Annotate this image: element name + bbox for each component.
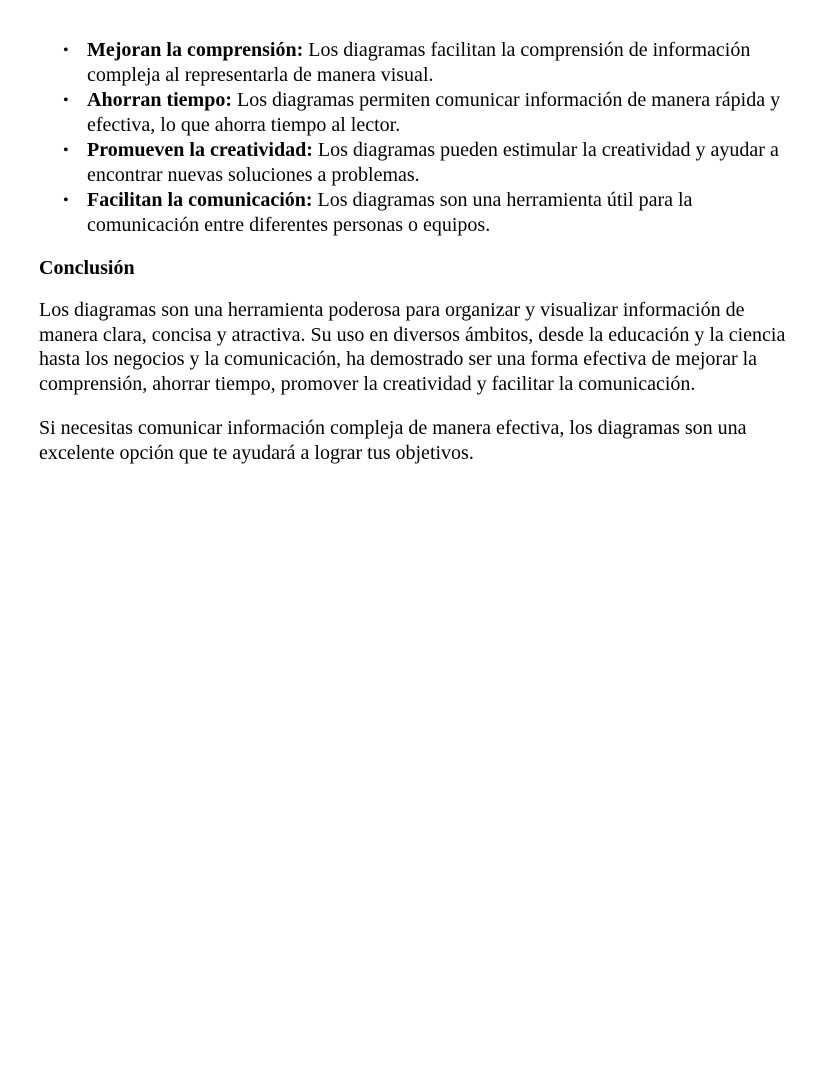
benefit-term: Ahorran tiempo: <box>87 89 232 111</box>
benefit-description: Los diagramas facilitan la comprensión de información compleja al representarla de manera visual. <box>87 39 751 86</box>
benefit-description: Los diagramas son una herramienta útil para la comunicación entre diferentes personas o equipos. <box>87 189 693 236</box>
list-item <box>87 88 788 138</box>
conclusion-heading: Conclusión <box>39 257 135 279</box>
list-item <box>87 38 788 88</box>
benefit-term: Mejoran la comprensión: <box>87 39 304 61</box>
benefit-description: Los diagramas pueden estimular la creatividad y ayudar a encontrar nuevas soluciones a problemas. <box>87 139 779 186</box>
benefit-description: Los diagramas permiten comunicar información de manera rápida y efectiva, lo que ahorra tiempo al lector. <box>87 89 781 136</box>
benefit-term: Facilitan la comunicación: <box>87 189 313 211</box>
list-item <box>87 138 788 188</box>
list-item <box>87 188 788 238</box>
benefit-term: Promueven la creatividad: <box>87 139 313 161</box>
closing-paragraph: Si necesitas comunicar información compleja de manera efectiva, los diagramas son una excelente opción que te ayudará a lograr tus objetivos. <box>39 417 747 464</box>
benefits-list <box>39 38 788 238</box>
conclusion-paragraph: Los diagramas son una herramienta poderosa para organizar y visualizar información de manera clara, concisa y atractiva. Su uso en diversos ámbitos, desde la educación y la ciencia hasta los negocios y la comunicación, ha demostrado ser una forma efectiva de mejorar la comprensión, ahorrar tiempo, promover la creatividad y facilitar la comunicación. <box>39 299 786 395</box>
